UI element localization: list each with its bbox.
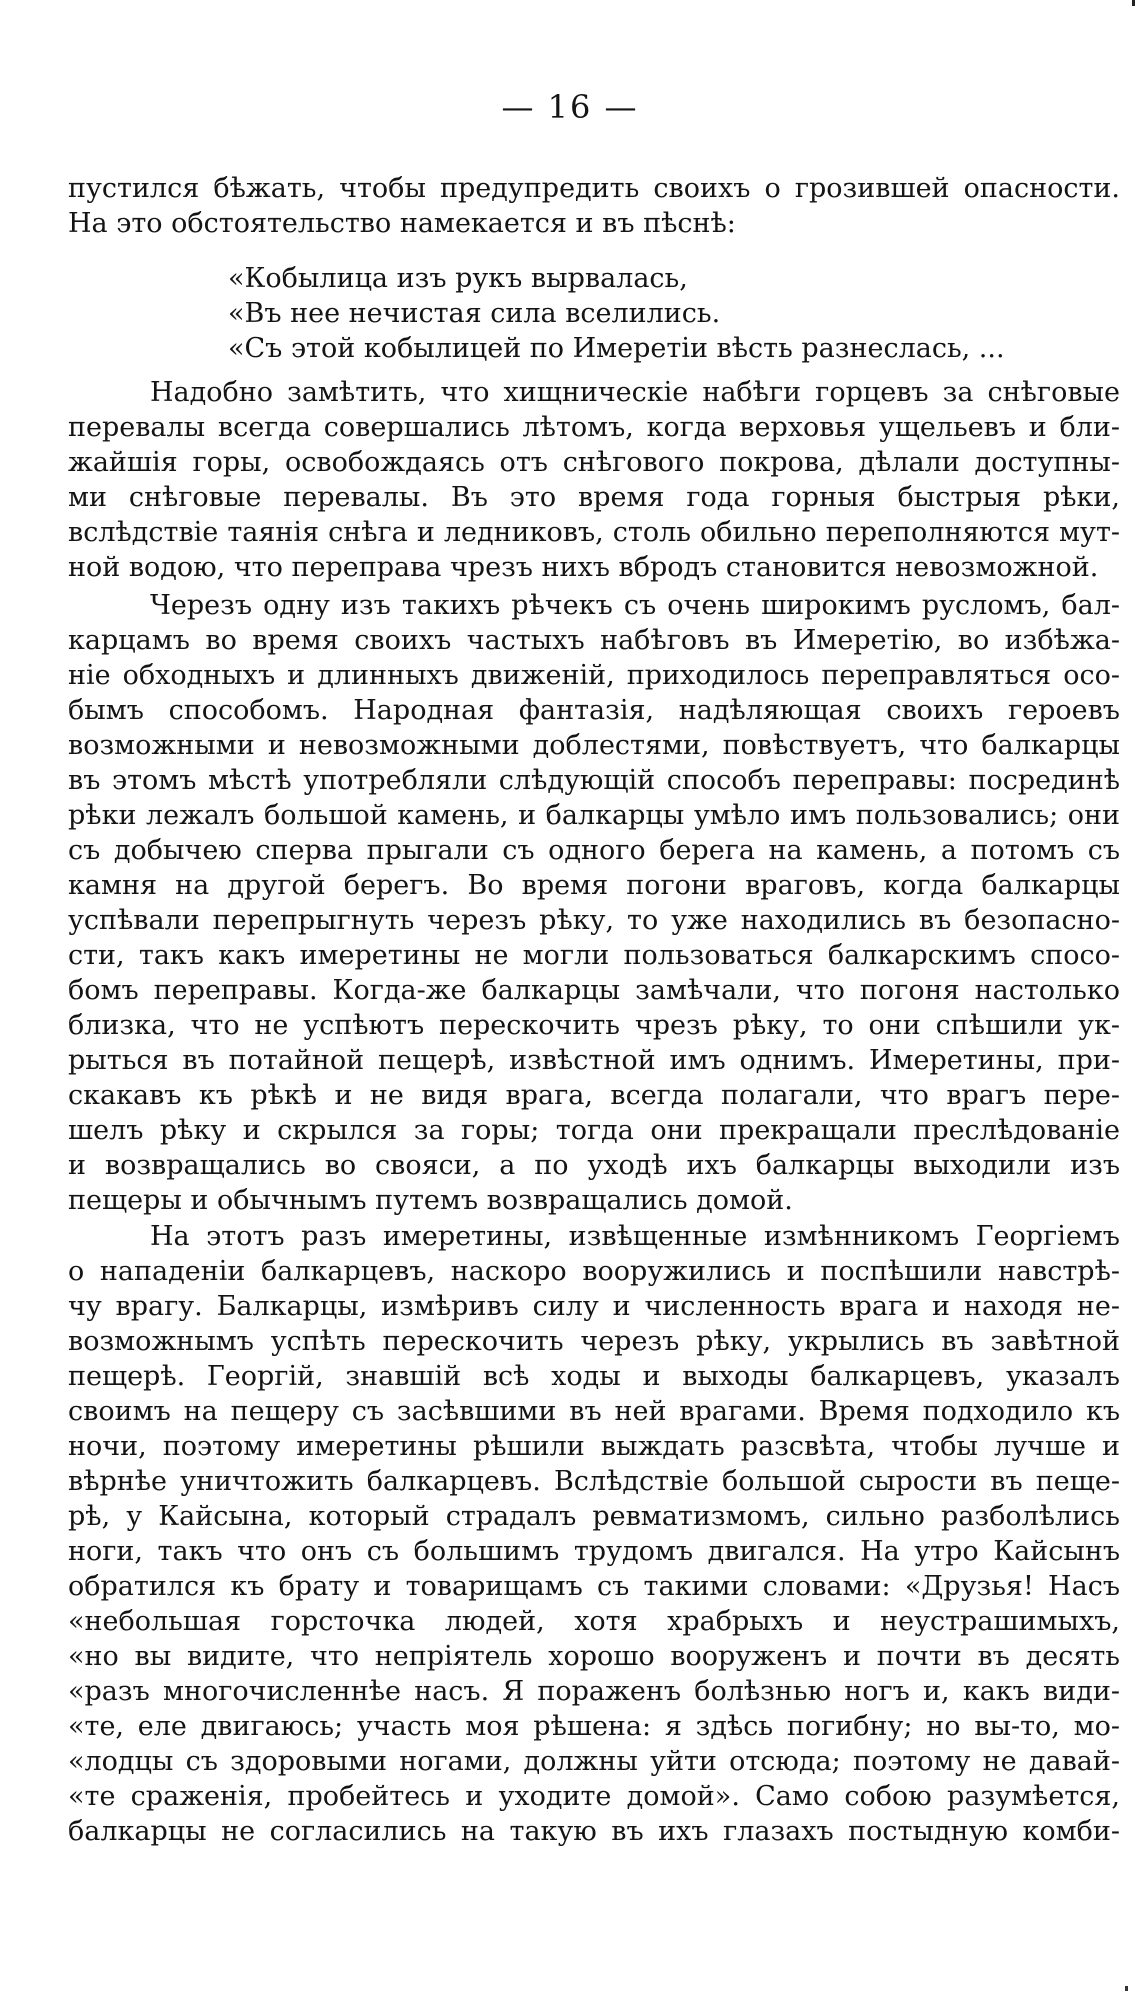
text-line: жайшія горы, освобождаясь отъ снѣгового покрова, дѣлали доступны- [68,447,1120,478]
text-line: На этотъ разъ имеретины, извѣщенные измѣнникомъ Георгіемъ [150,1221,1120,1252]
text-line: пустился бѣжать, чтобы предупредить своихъ о грозившей опасности. [68,173,1120,204]
text-line: въ этомъ мѣстѣ употребляли слѣдующій способъ переправы: посрединѣ [68,765,1120,796]
speck-mark [1125,1986,1128,1991]
text-line: возможными и невозможными доблестями, повѣствуетъ, что балкарцы [68,730,1120,761]
text-line: перевалы всегда совершались лѣтомъ, когда верховья ущельевъ и бли- [68,412,1120,443]
text-line: Черезъ одну изъ такихъ рѣчекъ съ очень широкимъ русломъ, бал- [150,590,1120,621]
text-line: шелъ рѣку и скрылся за горы; тогда они прекращали преслѣдованіе [68,1115,1120,1146]
text-line: сти, такъ какъ имеретины не могли пользоваться балкарскимъ спосо- [68,940,1120,971]
text-line: На это обстоятельство намекается и въ пѣснѣ: [68,208,736,239]
text-line: «лодцы съ здоровыми ногами, должны уйти отсюда; поэтому не давай- [68,1746,1120,1777]
verse-line: «Съ этой кобылицей по Имеретіи вѣсть разнеслась, ... [228,333,1005,364]
text-line: «разъ многочисленнѣе насъ. Я пораженъ болѣзнью ногъ и, какъ види- [68,1676,1120,1707]
page-number: — 16 — [501,88,639,126]
text-line: «но вы видите, что непріятель хорошо вооруженъ и почти въ десять [68,1641,1120,1672]
text-line: балкарцы не согласились на такую въ ихъ глазахъ постыдную комби- [68,1816,1120,1847]
text-line: рѣки лежалъ большой камень, и балкарцы умѣло имъ пользовались; они [68,800,1120,831]
text-line: вѣрнѣе уничтожить балкарцевъ. Вслѣдствіе большой сырости въ пеще- [68,1466,1120,1497]
text-line: «небольшая горсточка людей, хотя храбрыхъ и неустрашимыхъ, [68,1606,1120,1637]
text-line: бымъ способомъ. Народная фантазія, надѣляющая своихъ героевъ [68,695,1120,726]
text-line: и возвращались во свояси, а по уходѣ ихъ балкарцы выходили изъ [68,1150,1120,1181]
text-line: ноги, такъ что онъ съ большимъ трудомъ двигался. На утро Кайсынъ [68,1536,1120,1567]
text-line: вслѣдствіе таянія снѣга и ледниковъ, столь обильно переполняются мут- [68,517,1120,548]
text-line: чу врагу. Балкарцы, измѣривъ силу и численность врага и находя не- [68,1291,1120,1322]
text-line: «те, еле двигаюсь; участь моя рѣшена: я здѣсь погибну; но вы-то, мо- [68,1711,1120,1742]
text-line: камня на другой берегъ. Во время погони враговъ, когда балкарцы [68,870,1120,901]
text-line: ной водою, что переправа чрезъ нихъ вбродъ становится невозможной. [68,552,1099,583]
text-line: рыться въ потайной пещерѣ, извѣстной имъ однимъ. Имеретины, при- [68,1045,1120,1076]
text-line: успѣвали перепрыгнуть черезъ рѣку, то уже находились въ безопасно- [68,905,1120,936]
text-line: бомъ переправы. Когда-же балкарцы замѣчали, что погоня настолько [68,975,1120,1006]
text-line: своимъ на пещеру съ засѣвшими въ ней врагами. Время подходило къ [68,1396,1120,1427]
text-line: ночи, поэтому имеретины рѣшили выждать разсвѣта, чтобы лучше и [68,1431,1120,1462]
text-line: Надобно замѣтить, что хищническіе набѣги горцевъ за снѣговые [150,377,1120,408]
text-line: пещеры и обычнымъ путемъ возвращались домой. [68,1185,793,1216]
verse-line: «Кобылица изъ рукъ вырвалась, [228,263,688,294]
text-line: карцамъ во время своихъ частыхъ набѣговъ въ Имеретію, во избѣжа- [68,625,1120,656]
speck-mark [1132,0,1135,6]
text-line: скакавъ къ рѣкѣ и не видя врага, всегда полагали, что врагъ пере- [68,1080,1120,1111]
text-line: пещерѣ. Георгій, знавшій всѣ ходы и выходы балкарцевъ, указалъ [68,1361,1120,1392]
text-line: о нападеніи балкарцевъ, наскоро вооружились и поспѣшили навстрѣ- [68,1256,1120,1287]
text-line: ми снѣговые перевалы. Въ это время года горныя быстрыя рѣки, [68,482,1120,513]
verse-line: «Въ нее нечистая сила вселились. [228,298,721,329]
text-line: ніе обходныхъ и длинныхъ движеній, приходилось переправляться осо- [68,660,1120,691]
text-line: рѣ, у Кайсына, который страдалъ ревматизмомъ, сильно разболѣлись [68,1501,1120,1532]
text-line: возможнымъ успѣть перескочить черезъ рѣку, укрылись въ завѣтной [68,1326,1120,1357]
text-line: близка, что не успѣютъ перескочить чрезъ рѣку, то они спѣшили ук- [68,1010,1120,1041]
text-line: съ добычею сперва прыгали съ одного берега на камень, а потомъ съ [68,835,1120,866]
text-line: «те сраженія, пробейтесь и уходите домой». Само собою разумѣется, [68,1781,1120,1812]
text-line: обратился къ брату и товарищамъ съ такими словами: «Друзья! Насъ [68,1571,1120,1602]
